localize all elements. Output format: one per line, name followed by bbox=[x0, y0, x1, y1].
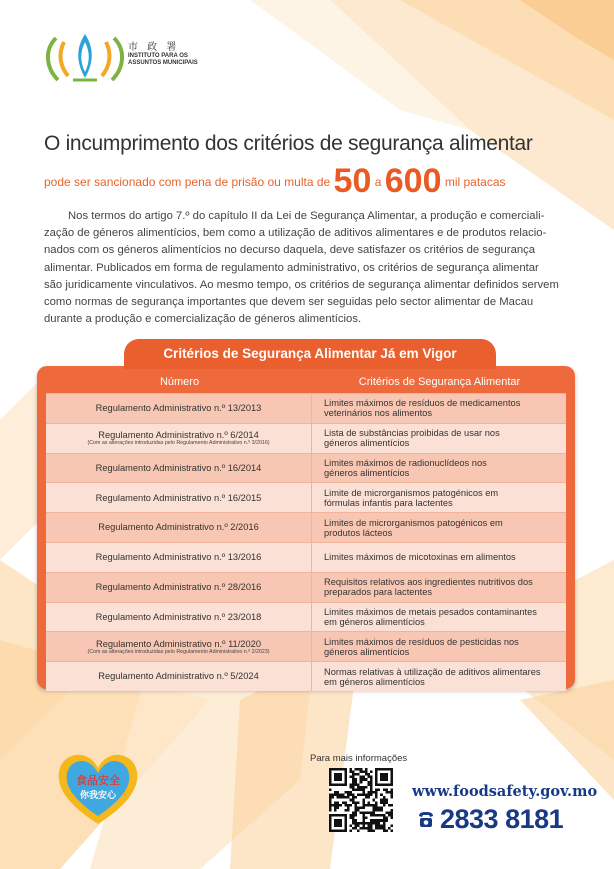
criteria-text: Normas relativas à utilização de aditivos alimentares bbox=[324, 666, 541, 677]
paragraph-line: alimentar. Publicados em forma de regulamento administrativo, os critérios de segurança alimentar bbox=[44, 261, 539, 274]
logo-portuguese-line-2: ASSUNTOS MUNICIPAIS bbox=[128, 60, 198, 66]
paragraph-line: zação de géneros alimentícios, bem como a utilização de aditivos alimentares e de produtos relacio- bbox=[44, 227, 547, 240]
table-row bbox=[46, 602, 566, 632]
criteria-cell bbox=[312, 543, 566, 572]
regulation-number-cell bbox=[46, 632, 312, 661]
table-row bbox=[46, 423, 566, 453]
table-row bbox=[46, 453, 566, 483]
criteria-cell bbox=[312, 573, 566, 602]
logo-portuguese-line-1: INSTITUTO PARA OS bbox=[128, 53, 188, 59]
criteria-text: géneros alimentícios bbox=[324, 467, 410, 478]
criteria-cell bbox=[312, 513, 566, 542]
regulation-note: (Com as alterações introduzidas pelo Regulamento Administrativo n.º 3/2016) bbox=[87, 440, 270, 447]
criteria-text: Limites máximos de metais pesados contaminantes bbox=[324, 606, 537, 617]
criteria-cell bbox=[312, 483, 566, 512]
regulation-note: (Com as alterações introduzidas pelo Regulamento Administrativo n.º 2/2023) bbox=[87, 649, 270, 656]
regulations-table bbox=[37, 366, 575, 689]
regulation-number: Regulamento Administrativo n.º 16/2015 bbox=[95, 492, 262, 503]
regulation-number-cell bbox=[46, 394, 312, 423]
regulation-number-cell bbox=[46, 483, 312, 512]
criteria-cell bbox=[312, 394, 566, 423]
regulation-number: Regulamento Administrativo n.º 2/2016 bbox=[98, 522, 259, 533]
criteria-text: Requisitos relativos aos ingredientes nutritivos dos bbox=[324, 577, 533, 588]
penalty-suffix: mil patacas bbox=[444, 175, 506, 189]
paragraph-line: Nos termos do artigo 7.º do capítulo II da Lei de Segurança Alimentar, a produção e comerciali- bbox=[68, 210, 545, 222]
phone-contact bbox=[416, 804, 563, 835]
table-row bbox=[46, 572, 566, 602]
table-row bbox=[46, 631, 566, 661]
table-row bbox=[46, 542, 566, 572]
regulation-number-cell bbox=[46, 513, 312, 542]
penalty-min: 50 bbox=[333, 162, 372, 200]
header-number: Número bbox=[159, 376, 200, 388]
website-link[interactable]: www.foodsafety.gov.mo bbox=[412, 783, 598, 800]
qr-code-icon[interactable] bbox=[329, 768, 393, 832]
paragraph-line: são juridicamente vinculativos. Ao mesmo tempo, os critérios de segurança alimentar definidos servem bbox=[44, 278, 559, 291]
criteria-text: preparados para lactentes bbox=[324, 587, 433, 598]
table-row bbox=[46, 512, 566, 542]
table-row bbox=[46, 661, 566, 691]
more-info-label: Para mais informações bbox=[310, 753, 408, 764]
table-row bbox=[46, 482, 566, 512]
criteria-text: Limites máximos de resíduos de medicamentos bbox=[324, 398, 521, 409]
regulation-number: Regulamento Administrativo n.º 23/2018 bbox=[95, 611, 262, 622]
criteria-text: Limite de microrganismos patogénicos em bbox=[324, 487, 499, 498]
regulation-number-cell bbox=[46, 573, 312, 602]
criteria-text: Limites de microrganismos patogénicos em bbox=[324, 517, 503, 528]
regulation-number: Regulamento Administrativo n.º 13/2016 bbox=[95, 552, 262, 563]
regulation-number: Regulamento Administrativo n.º 6/2014 bbox=[98, 429, 259, 440]
criteria-text: géneros alimentícios bbox=[324, 646, 410, 657]
regulation-number-cell bbox=[46, 543, 312, 572]
regulation-number: Regulamento Administrativo n.º 11/2020 bbox=[96, 638, 261, 649]
criteria-text: veterinários nos alimentos bbox=[324, 408, 432, 419]
paragraph-line: como normas de segurança importantes que devem ser seguidas pelo sector alimentar de Macau bbox=[44, 296, 534, 309]
table-header bbox=[46, 372, 566, 392]
regulation-number-cell bbox=[46, 454, 312, 483]
regulation-number-cell bbox=[46, 662, 312, 691]
phone-number[interactable]: 2833 8181 bbox=[440, 804, 564, 834]
logo-chinese-name: 市 政 署 bbox=[128, 42, 180, 53]
header-criteria: Critérios de Segurança Alimentar bbox=[358, 376, 521, 388]
criteria-cell bbox=[312, 662, 566, 691]
regulation-number: Regulamento Administrativo n.º 5/2024 bbox=[98, 671, 259, 682]
page-title: O incumprimento dos critérios de segurança alimentar bbox=[44, 132, 533, 155]
criteria-cell bbox=[312, 424, 566, 453]
penalty-prefix: pode ser sancionado com pena de prisão ou multa de bbox=[44, 175, 331, 189]
criteria-text: produtos lácteos bbox=[324, 527, 393, 538]
intro-paragraph bbox=[44, 208, 574, 328]
mascot-text-2: 你我安心 bbox=[79, 791, 117, 801]
table-title: Critérios de Segurança Alimentar Já em Vigor bbox=[124, 339, 496, 369]
mascot-text-1: 食品安全 bbox=[76, 774, 120, 787]
criteria-cell bbox=[312, 632, 566, 661]
phone-icon bbox=[416, 811, 436, 829]
regulation-number: Regulamento Administrativo n.º 16/2014 bbox=[95, 462, 262, 473]
criteria-text: fórmulas infantis para lactentes bbox=[324, 497, 453, 508]
regulation-number: Regulamento Administrativo n.º 13/2013 bbox=[95, 403, 262, 414]
paragraph-line: nados com os géneros alimentícios no decurso daquela, deve satisfazer os critérios de segurança bbox=[44, 244, 536, 257]
criteria-cell bbox=[312, 603, 566, 632]
food-safety-mascot-icon bbox=[55, 748, 141, 828]
regulation-number-cell bbox=[46, 603, 312, 632]
regulation-number-cell bbox=[46, 424, 312, 453]
penalty-max: 600 bbox=[384, 162, 442, 200]
penalty-subtitle bbox=[44, 162, 506, 201]
criteria-text: Lista de substâncias proibidas de usar nos bbox=[324, 428, 500, 439]
penalty-connector: a bbox=[374, 175, 382, 189]
logo-text bbox=[128, 38, 198, 67]
criteria-text: em géneros alimentícios bbox=[324, 676, 425, 687]
criteria-text: em géneros alimentícios bbox=[324, 616, 425, 627]
table-row bbox=[46, 393, 566, 423]
criteria-cell bbox=[312, 454, 566, 483]
paragraph-line: durante a produção e comercialização de géneros alimentícios. bbox=[44, 313, 362, 326]
criteria-text: Limites máximos de micotoxinas em alimentos bbox=[324, 552, 516, 563]
table-body bbox=[46, 393, 566, 691]
regulation-number: Regulamento Administrativo n.º 28/2016 bbox=[95, 581, 262, 592]
criteria-text: Limites máximos de resíduos de pesticidas nos bbox=[324, 636, 519, 647]
criteria-text: géneros alimentícios bbox=[324, 438, 410, 449]
criteria-text: Limites máximos de radionuclídeos nos bbox=[324, 457, 487, 468]
